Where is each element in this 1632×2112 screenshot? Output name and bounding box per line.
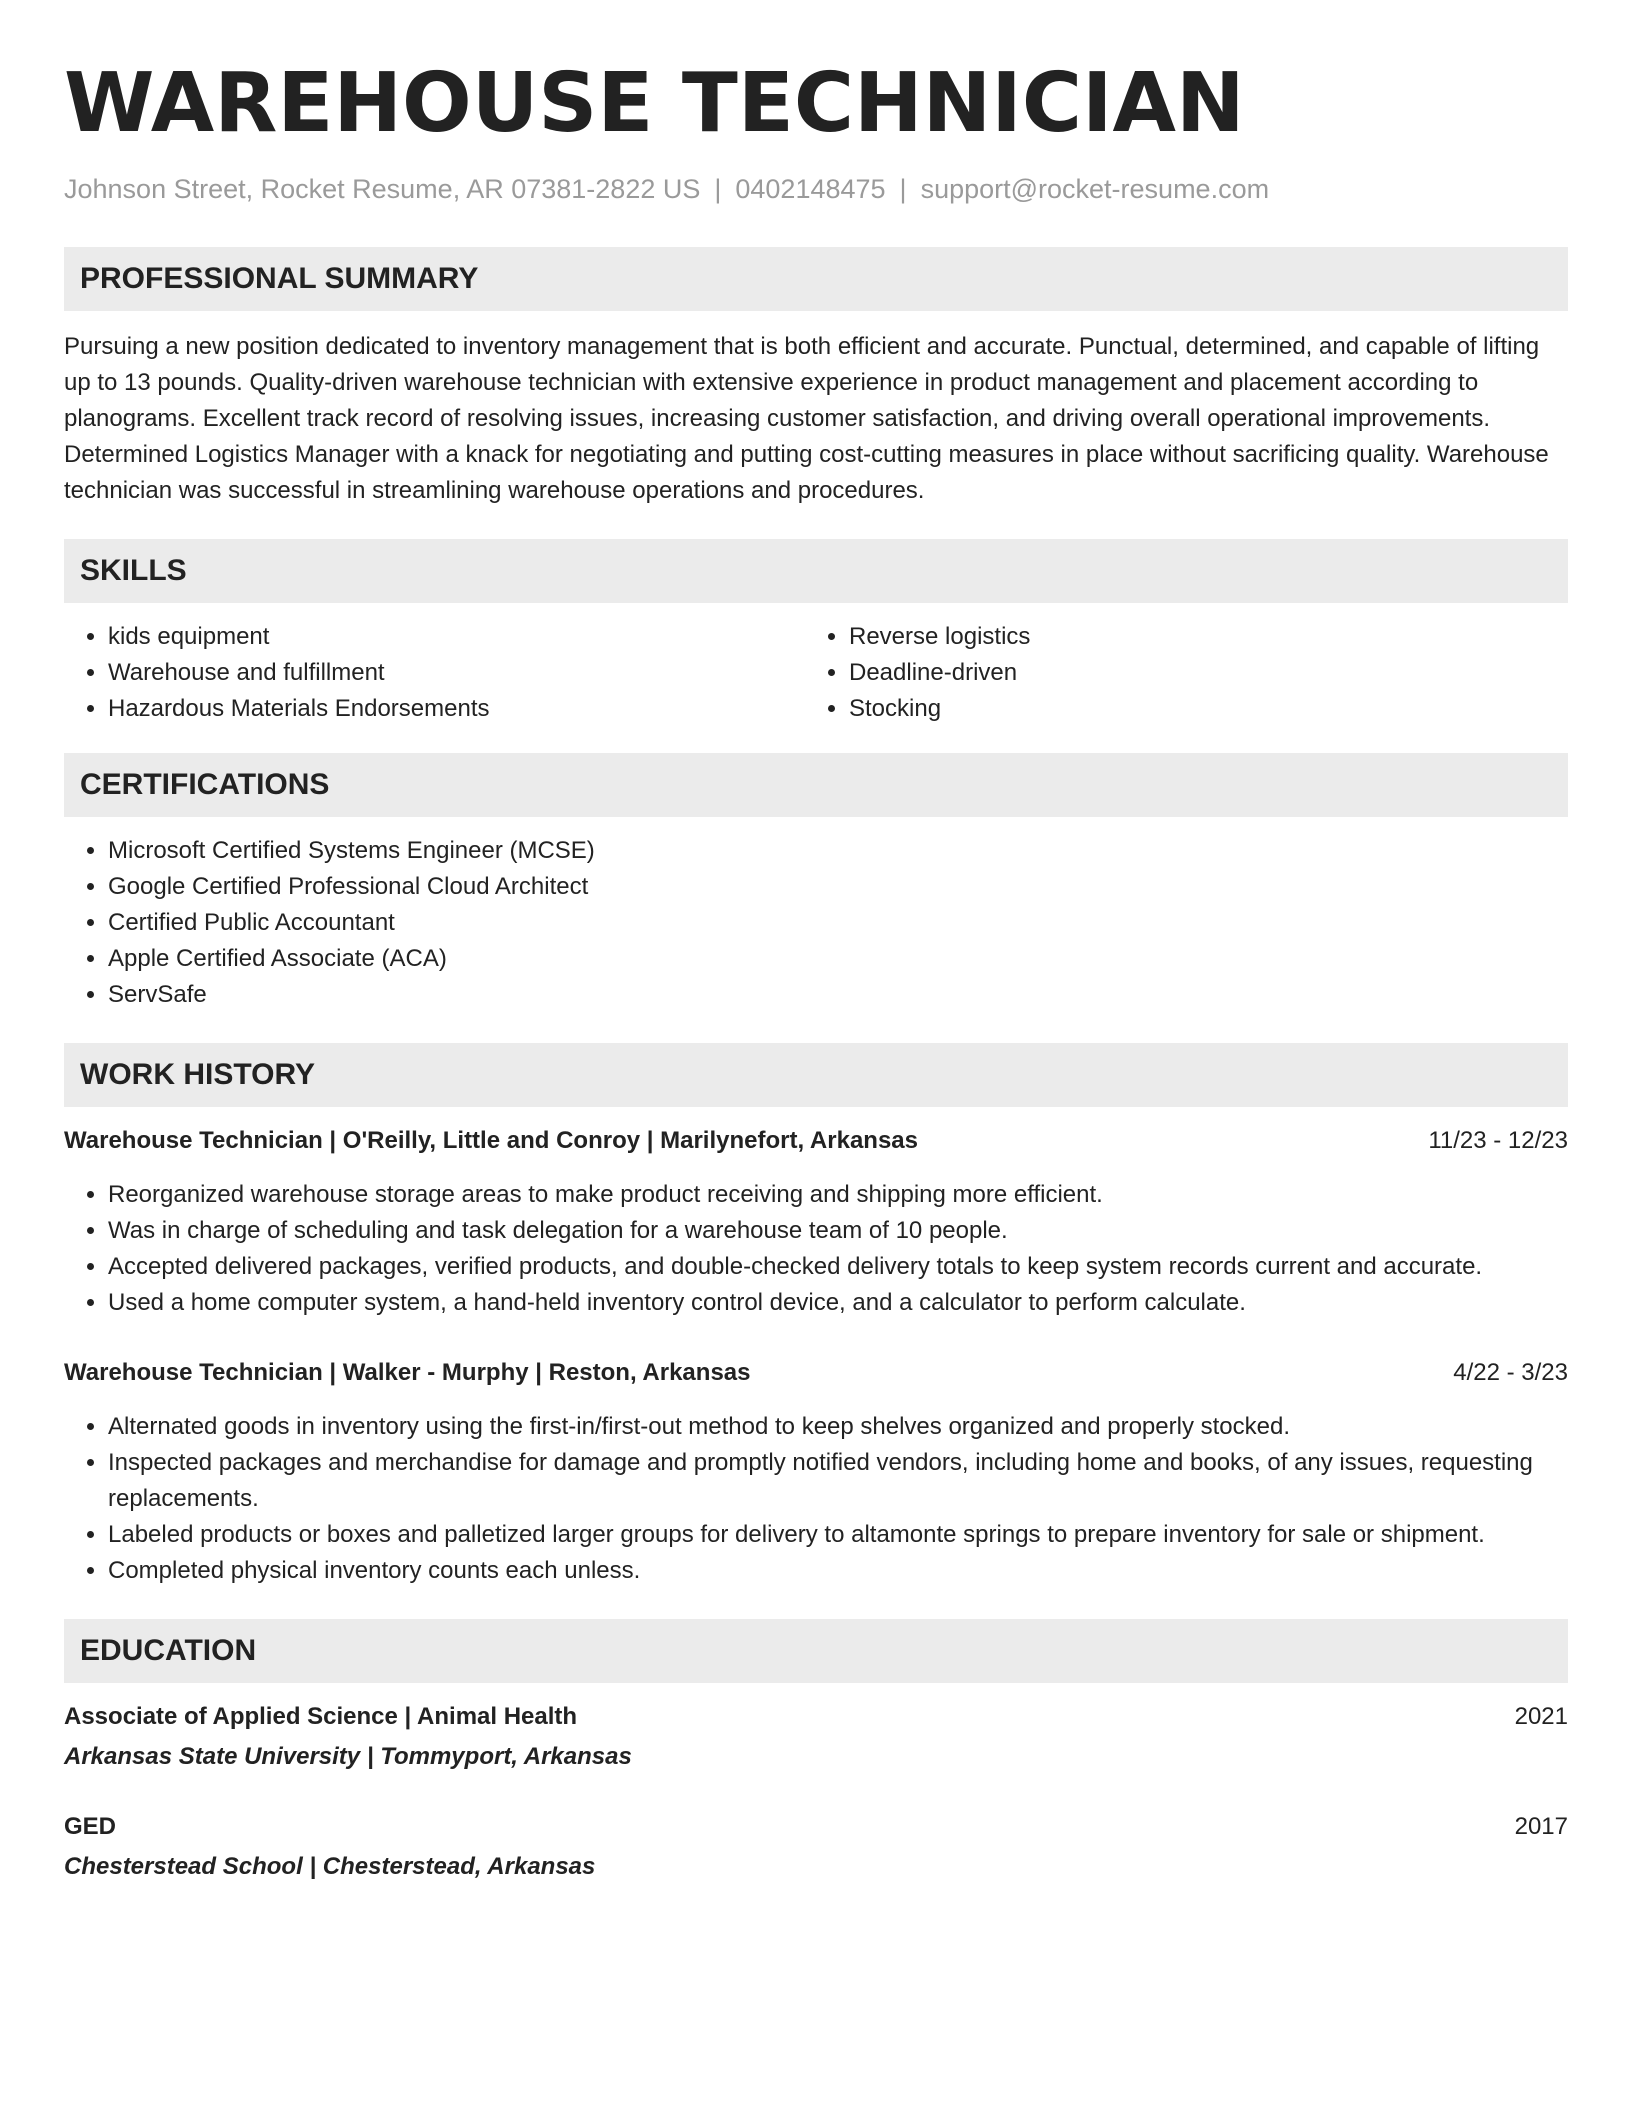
summary-heading: PROFESSIONAL SUMMARY: [64, 247, 1568, 311]
job-bullets: [64, 1409, 1568, 1589]
education-school: Arkansas State University | Tommyport, Arkansas: [64, 1743, 632, 1770]
certifications-list: [64, 833, 1568, 1013]
skills-column-left: [64, 619, 805, 727]
job-dates: 11/23 - 12/23: [1428, 1127, 1568, 1154]
job-bullet: • Accepted delivered packages, verified products, and double-checked delivery totals to keep system records current and accurate.: [108, 1249, 1568, 1285]
job-title: Warehouse Technician | Walker - Murphy | Reston, Arkansas: [64, 1359, 751, 1386]
certifications-heading: CERTIFICATIONS: [64, 753, 1568, 817]
skill-item: • Reverse logistics: [849, 619, 1546, 655]
skill-item: • Deadline-driven: [849, 655, 1546, 691]
job-title: Warehouse Technician | O'Reilly, Little and Conroy | Marilynefort, Arkansas: [64, 1127, 918, 1154]
skill-item: • Warehouse and fulfillment: [108, 655, 805, 691]
education-degree: GED: [64, 1813, 117, 1840]
skills-list: [64, 619, 1568, 727]
skills-heading: SKILLS: [64, 539, 1568, 603]
education-entry: [64, 1809, 1568, 1885]
job-dates: 4/22 - 3/23: [1453, 1359, 1568, 1386]
summary-text: Pursuing a new position dedicated to inventory management that is both efficient and accurate. Punctual, determined, and capable of lifting up to 13 pounds. Quality-driven warehouse technician with extensive experience in product management and placement according to planograms. Excellent track record of resolving issues, increasing customer satisfaction, and driving overall operational improvements. Determined Logistics Manager with a knack for negotiating and putting cost-cutting measures in place without sacrificing quality. Warehouse technician was successful in streamlining warehouse operations and procedures.: [64, 333, 1549, 504]
skill-item: • Hazardous Materials Endorsements: [108, 691, 805, 727]
contact-email: support@rocket-resume.com: [920, 174, 1270, 204]
education-degree: Associate of Applied Science | Animal Health: [64, 1703, 578, 1730]
job-bullet: • Labeled products or boxes and palletized larger groups for delivery to altamonte springs to prepare inventory for sale or shipment.: [108, 1517, 1568, 1553]
resume-name: WAREHOUSE TECHNICIAN: [64, 56, 1245, 151]
job-bullet: • Completed physical inventory counts each unless.: [108, 1553, 1568, 1589]
skills-column-right: [805, 619, 1546, 727]
job-header: [64, 1355, 1568, 1391]
certification-item: • Google Certified Professional Cloud Architect: [108, 869, 1568, 905]
education-year: 2021: [1514, 1703, 1568, 1730]
job-entry: [64, 1123, 1568, 1321]
skill-item: • kids equipment: [108, 619, 805, 655]
job-bullets: [64, 1177, 1568, 1321]
contact-phone: 0402148475: [735, 174, 886, 204]
job-bullet: • Reorganized warehouse storage areas to make product receiving and shipping more efficient.: [108, 1177, 1568, 1213]
contact-address: Johnson Street, Rocket Resume, AR 07381-2822 US: [64, 174, 701, 204]
certification-item: • Certified Public Accountant: [108, 905, 1568, 941]
job-bullet: • Used a home computer system, a hand-held inventory control device, and a calculator to perform calculate.: [108, 1285, 1568, 1321]
job-entry: [64, 1355, 1568, 1589]
job-header: [64, 1123, 1568, 1159]
work-history-heading: WORK HISTORY: [64, 1043, 1568, 1107]
education-year: 2017: [1514, 1813, 1568, 1840]
certification-item: • Microsoft Certified Systems Engineer (MCSE): [108, 833, 1568, 869]
education-school: Chesterstead School | Chesterstead, Arkansas: [64, 1853, 596, 1880]
education-entry: [64, 1699, 1568, 1775]
contact-separator: |: [714, 174, 722, 204]
education-header: [64, 1809, 1568, 1845]
education-heading: EDUCATION: [64, 1619, 1568, 1683]
certification-item: • Apple Certified Associate (ACA): [108, 941, 1568, 977]
skill-item: • Stocking: [849, 691, 1546, 727]
job-bullet: • Inspected packages and merchandise for damage and promptly notified vendors, including home and books, of any issues, requesting replacements.: [108, 1445, 1568, 1517]
contact-line: [64, 172, 1568, 206]
certification-item: • ServSafe: [108, 977, 1568, 1013]
job-bullet: • Alternated goods in inventory using the first-in/first-out method to keep shelves organized and properly stocked.: [108, 1409, 1568, 1445]
job-bullet: • Was in charge of scheduling and task delegation for a warehouse team of 10 people.: [108, 1213, 1568, 1249]
contact-separator: |: [899, 174, 907, 204]
education-header: [64, 1699, 1568, 1735]
